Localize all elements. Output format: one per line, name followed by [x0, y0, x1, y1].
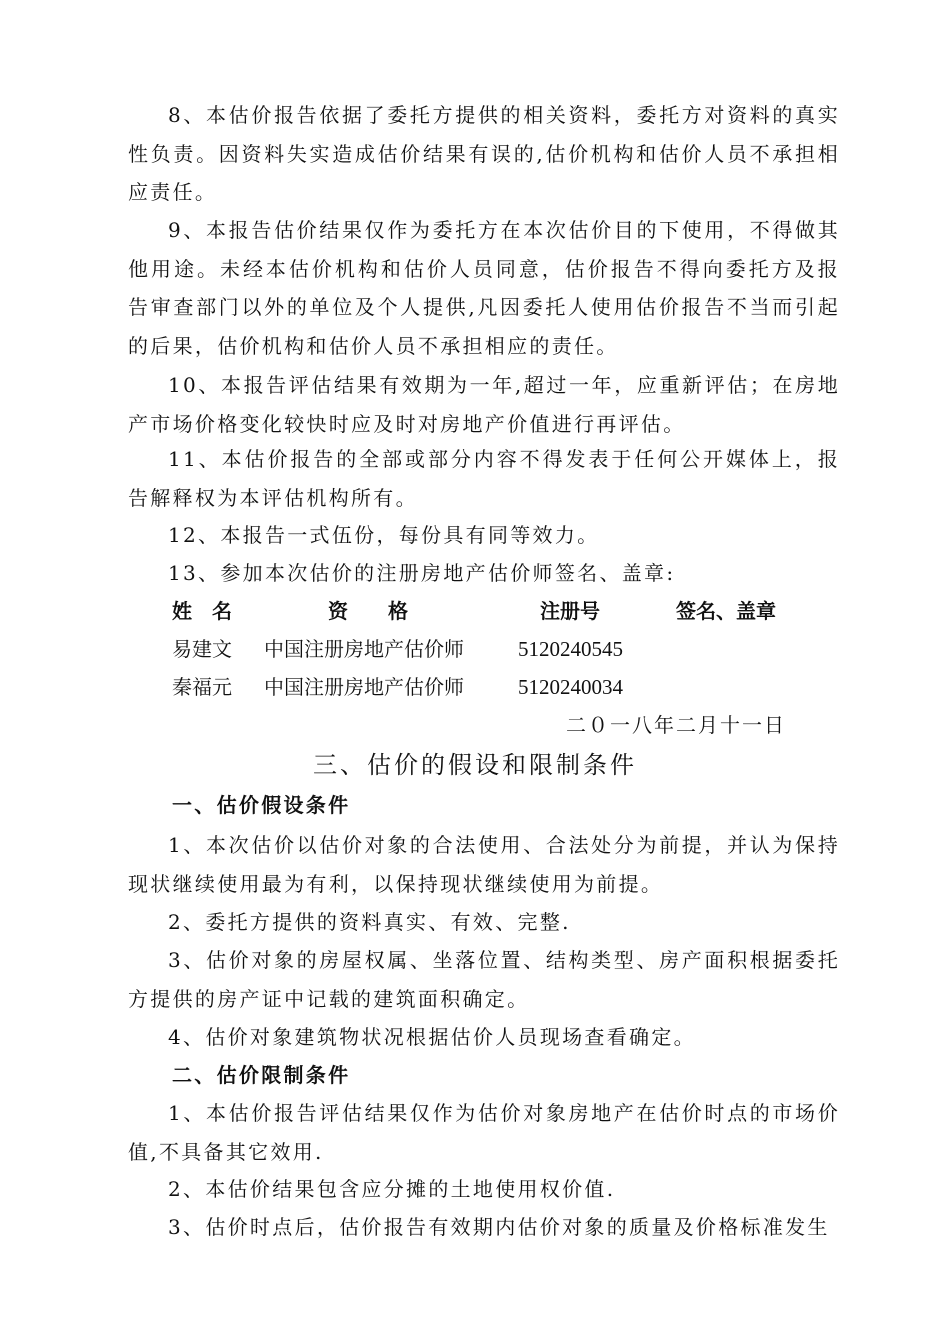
appraiser-registration-number: 5120240034: [518, 675, 623, 699]
assumption-item: 1、本次估价以估价对象的合法使用、合法处分为前提，并认为保持现状继续使用最为有利，以保持现状继续使用为前提。: [128, 833, 840, 896]
clause-12: 12、本报告一式伍份，每份具有同等效力。: [168, 523, 600, 547]
assumptions-heading: 一、估价假设条件: [172, 793, 351, 817]
limitation-item: 3、估价时点后，估价报告有效期内估价对象的质量及价格标准发生: [168, 1215, 830, 1239]
clause-13: 13、参加本次估价的注册房地产估价师签名、盖章:: [168, 561, 676, 585]
limitation-item: 1、本估价报告评估结果仅作为估价对象房地产在估价时点的市场价值,不具备其它效用.: [128, 1101, 840, 1164]
appraiser-registration-number: 5120240545: [518, 637, 623, 661]
header-name: 姓 名: [172, 599, 232, 623]
clause-8: 8、本估价报告依据了委托方提供的相关资料，委托方对资料的真实性负责。因资料失实造成估价结果有误的,估价机构和估价人员不承担相应责任。: [128, 103, 840, 204]
limitations-heading: 二、估价限制条件: [172, 1063, 351, 1087]
limitation-item: 2、本估价结果包含应分摊的土地使用权价值.: [168, 1177, 616, 1201]
appraiser-name: 秦福元: [172, 675, 232, 699]
header-qualification: 资 格: [328, 599, 408, 623]
assumption-item: 3、估价对象的房屋权属、坐落位置、结构类型、房产面积根据委托方提供的房产证中记载的建筑面积确定。: [128, 948, 840, 1011]
clause-9: 9、本报告估价结果仅作为委托方在本次估价目的下使用，不得做其他用途。未经本估价机构和估价人员同意，估价报告不得向委托方及报告审查部门以外的单位及个人提供,凡因委托人使用估价报告不当而引起的后果，估价机构和估价人员不承担相应的责任。: [128, 218, 840, 358]
clause-11: 11、本估价报告的全部或部分内容不得发表于任何公开媒体上，报告解释权为本评估机构所有。: [128, 447, 840, 510]
clause-10: 10、本报告评估结果有效期为一年,超过一年，应重新评估；在房地产市场价格变化较快时应及时对房地产价值进行再评估。: [128, 373, 840, 436]
header-signature: 签名、盖章: [676, 599, 776, 623]
header-registration-number: 注册号: [540, 599, 600, 623]
section-title: 三、估价的假设和限制条件: [313, 751, 637, 779]
appraiser-qualification: 中国注册房地产估价师: [264, 675, 464, 699]
report-date: 二０一八年二月十一日: [566, 713, 786, 737]
appraiser-qualification: 中国注册房地产估价师: [264, 637, 464, 661]
appraiser-name: 易建文: [172, 637, 232, 661]
assumption-item: 4、估价对象建筑物状况根据估价人员现场查看确定。: [168, 1025, 696, 1049]
assumption-item: 2、委托方提供的资料真实、有效、完整.: [168, 910, 571, 934]
